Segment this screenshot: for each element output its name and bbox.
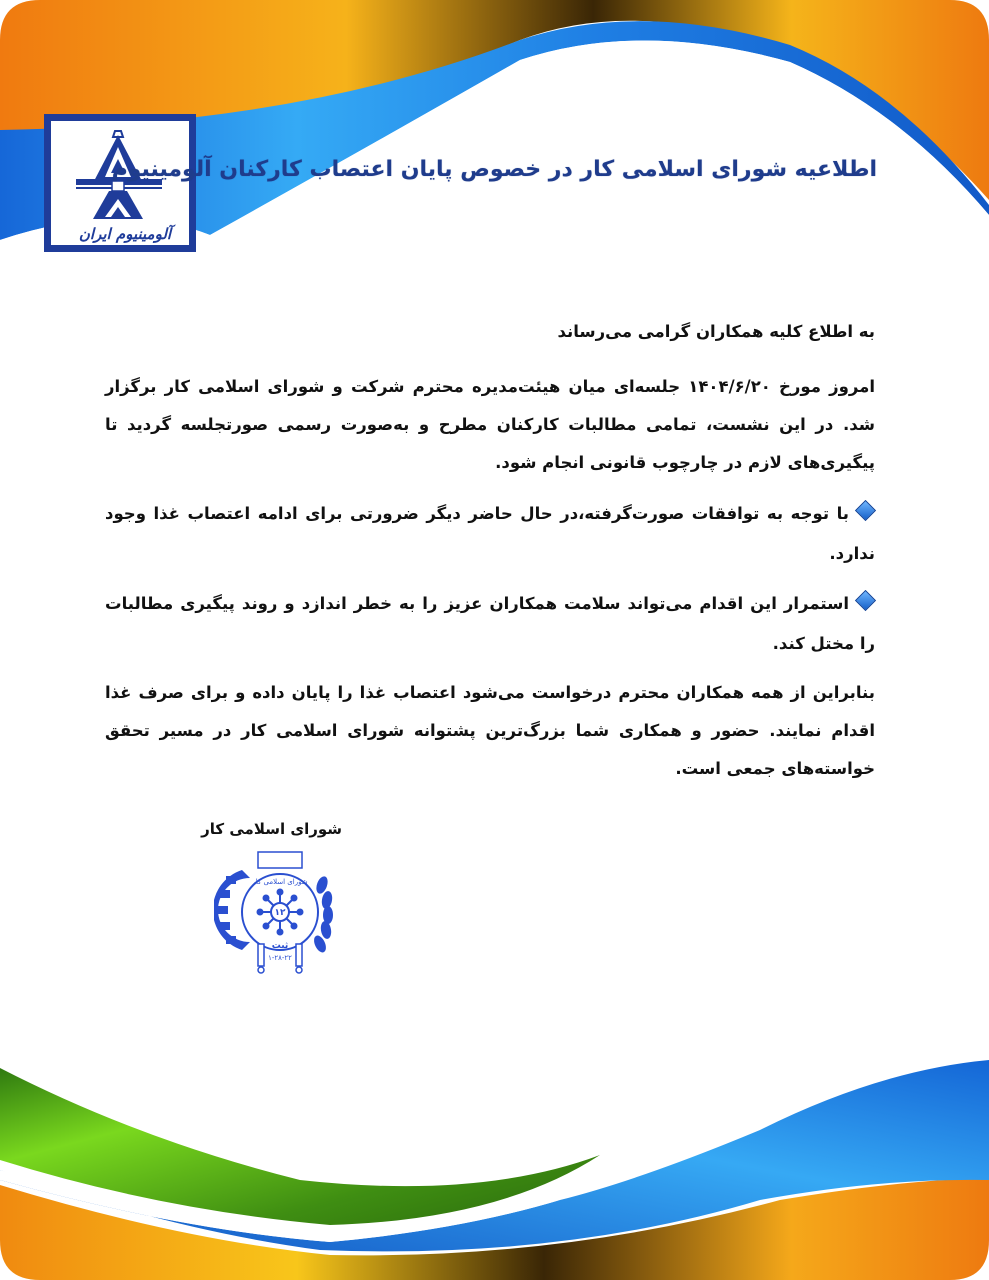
diamond-bullet-icon [855, 500, 876, 521]
page-title: اطلاعیه شورای اسلامی کار در خصوص پایان اعتصاب کارکنان آلومینیوم [111, 157, 877, 182]
islamic-labor-council-seal-icon [214, 840, 344, 975]
diamond-bullet-icon [855, 590, 876, 611]
bullet-text: با توجه به توافقات صورت‌گرفته،در حال حاضر دیگر ضرورتی برای ادامه اعتصاب غذا وجود ندارد. [105, 504, 875, 563]
logo-text: آلومینیوم ایران [78, 225, 172, 243]
greeting-line: به اطلاع کلیه همکاران گرامی می‌رساند [557, 322, 875, 341]
bullet-text: استمرار این اقدام می‌تواند سلامت همکاران عزیز را به خطر اندازد و روند پیگیری مطالبات را مختل کند. [105, 594, 875, 653]
paragraph-request: بنابراین از همه همکاران محترم درخواست می‌شود اعتصاب غذا را پایان داده و برای صرف غذا اقدام نمایند. حضور و همکاری شما بزرگ‌ترین پشتوانه شورای اسلامی کار در مسیر تحقق خواسته‌های جمعی است. [105, 683, 875, 778]
signature-label: شورای اسلامی کار [201, 820, 342, 838]
seal-ring-text: شورای اسلامی کار [252, 878, 308, 886]
announcement-body [105, 314, 875, 800]
bullet-item [105, 584, 875, 664]
seal-number: ۱۲ [274, 908, 286, 918]
seal-registered-word: ثبت [271, 941, 289, 951]
seal-registration-number: ۱-۲۸-۲۲ [268, 954, 292, 962]
bottom-wave-banner [0, 1030, 989, 1280]
paragraph-meeting: امروز مورخ ۱۴۰۴/۶/۲۰ جلسه‌ای میان هیئت‌مدیره محترم شرکت و شورای اسلامی کار برگزار شد. در این نشست، تمامی مطالبات کارکنان مطرح و به‌صورت رسمی صورتجلسه گردید تا پیگیری‌های لازم در چارچوب قانونی انجام شود. [105, 377, 875, 472]
bullet-item [105, 494, 875, 574]
